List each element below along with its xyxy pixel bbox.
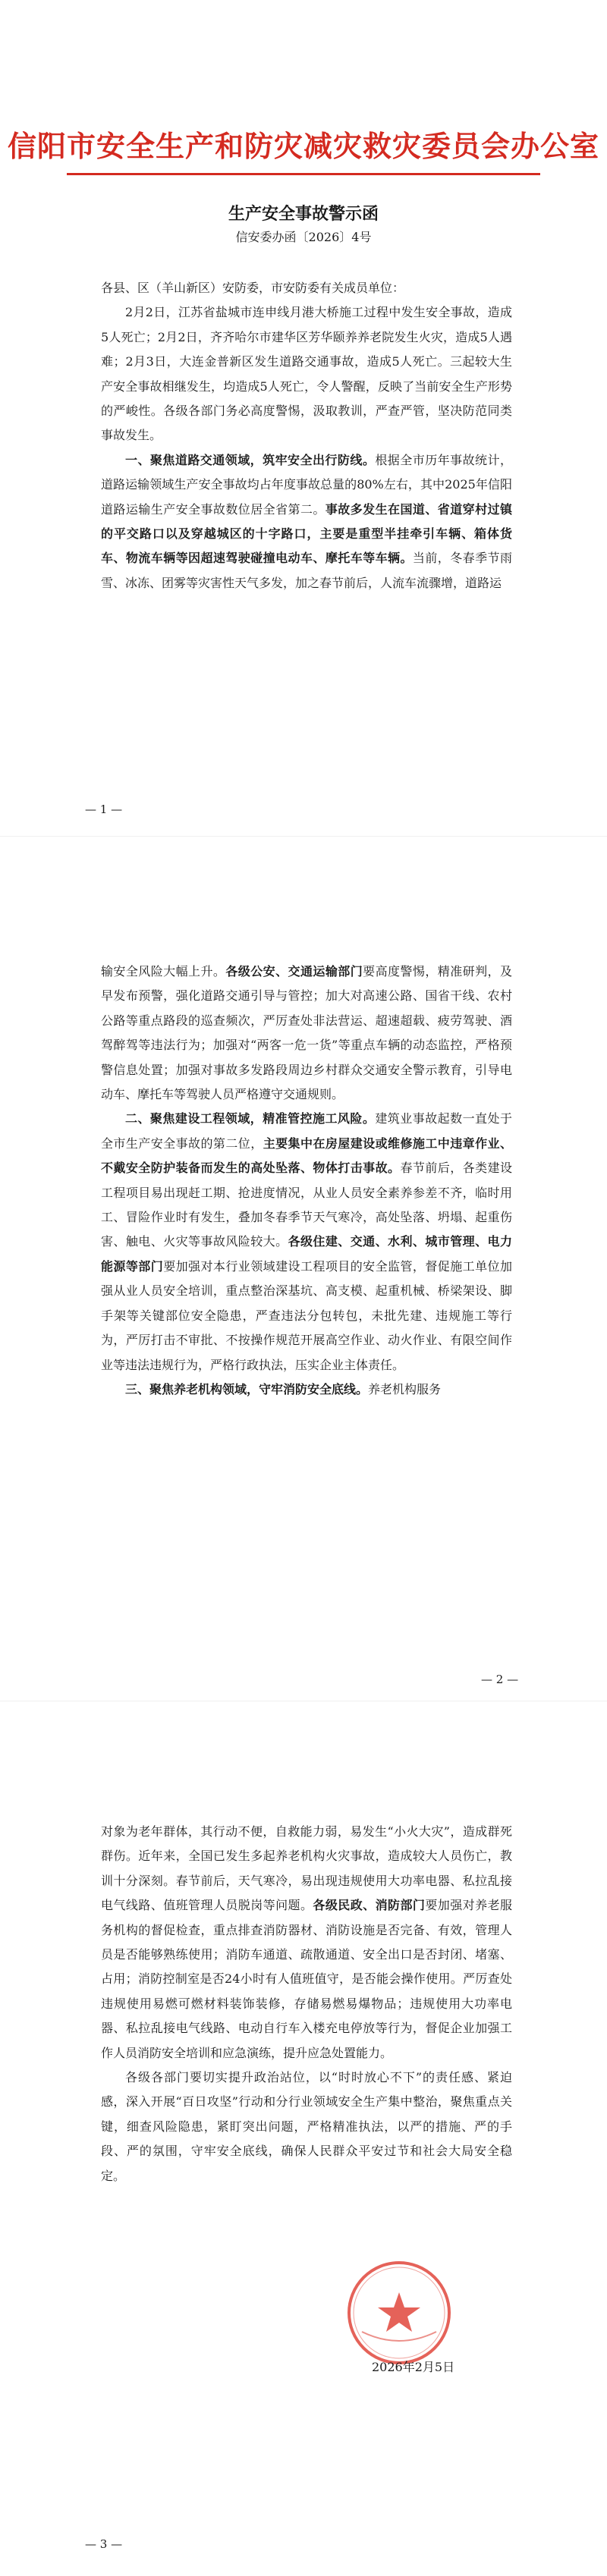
section-2-text-2: 春节前后，各类建设工程项目易出现赶工期、抢进度情况，从业人员安全素养参差不齐，临时用工、冒险作业时有发生，叠加冬春季节天气寒冷，高处坠落、坍塌、起重伤害、触电、火灾等事故风险较大。 <box>101 1161 512 1249</box>
page-3-body <box>101 1820 512 2188</box>
closing-paragraph: 各级各部门要切实提升政治站位，以“时时放心不下”的责任感、紧迫感，深入开展“百日攻坚”行动和分行业领域安全生产集中整治，聚焦重点关键，细查风险隐患，紧盯突出问题，严格精准执法，以严的措施、严的手段、严的氛围，守牢安全底线，确保人民群众平安过节和社会大局安全稳定。 <box>101 2070 512 2183</box>
page-number-1: — 1 — <box>85 803 123 816</box>
section-1-continuation <box>101 960 512 1107</box>
issuing-org-header: 信阳市安全生产和防灾减灾救灾委员会办公室 <box>7 129 599 163</box>
section-1-text-1: 根据全市历年事故统计，道路运输领域生产安全事故均占年度事故总量的80%左右，其中2025年信阳道路运输生产安全事故数位居全省第二。 <box>101 452 512 517</box>
document-number: 信安委办函〔2026〕4号 <box>235 230 372 244</box>
section-3-paragraph-start <box>101 1378 512 1402</box>
page-number-3: — 3 — <box>85 2537 123 2551</box>
section-1-text-4: 要高度警惕，精准研判，及早发布预警，强化道路交通引导与管控；加大对高速公路、国省干线、农村公路等重点路段的巡查频次，严厉查处非法营运、超速超载、疲劳驾驶、酒驾醉驾等违法行为；加强对“两客一危一货”等重点车辆的动态监控，严格预警信息处置；加强对事故多发路段周边乡村群众交通安全警示教育，引导电动车、摩托车等驾驶人员严格遵守交通规则。 <box>101 964 512 1102</box>
section-3-text-1: 养老机构服务 <box>368 1381 442 1396</box>
official-seal-stamp <box>345 2259 453 2367</box>
salutation: 各县、区（羊山新区）安防委，市安防委有关成员单位： <box>101 281 405 295</box>
section-2-text-3: 要加强对本行业领域建设工程项目的安全监管，督促施工单位加强从业人员安全培训，重点整治深基坑、高支模、起重机械、桥梁架设、脚手架等关键部位安全隐患，严查违法分包转包，未批先建、违规施工等行为，严厉打击不审批、不按操作规范开展高空作业、动火作业、有限空间作业等违法违规行为，严格行政执法，压实企业主体责任。 <box>101 1258 512 1372</box>
section-1-heading: 一、聚焦道路交通领域，筑牢安全出行防线。 <box>125 452 376 467</box>
section-1-bold-1: 事故多发生在国道、省道穿村过镇的平交路口以及穿越城区的十字路口，主要是重型半挂牵引车辆、箱体货车、物流车辆等因超速驾驶碰撞电动车、摩托车等车辆。 <box>101 501 512 566</box>
section-1-text-3: 输安全风险大幅上升。 <box>101 964 226 979</box>
page-2 <box>0 836 607 1701</box>
section-2-heading: 二、聚焦建设工程领域，精准管控施工风险。 <box>125 1111 376 1126</box>
section-3-continuation <box>101 1820 512 2066</box>
section-1-bold-2: 各级公安、交通运输部门 <box>225 964 363 979</box>
intro-paragraph: 2月2日，江苏省盐城市连申线月港大桥施工过程中发生安全事故，造成5人死亡；2月2日，齐齐哈尔市建华区芳华颐养养老院发生火灾，造成5人遇难；2月3日，大连金普新区发生道路交通事故，造成5人死亡。三起较大生产安全事故相继发生，均造成5人死亡，令人警醒，反映了当前安全生产形势的严峻性。各级各部门务必高度警惕，汲取教训，严查严管，坚决防范同类事故发生。 <box>101 305 512 443</box>
section-2-bold-1: 主要集中在房屋建设或维修施工中违章作业、不戴安全防护装备而发生的高处坠落、物体打击事故。 <box>101 1136 512 1176</box>
section-2-text-1: 建筑业事故起数一直处于全市生产安全事故的第二位， <box>101 1111 512 1151</box>
page-3 <box>0 1701 607 2576</box>
page-2-body <box>101 960 512 1402</box>
document-title: 生产安全事故警示函 <box>228 204 379 224</box>
page-number-2: — 2 — <box>481 1673 519 1686</box>
page-1 <box>0 0 607 836</box>
section-3-heading: 三、聚焦养老机构领域，守牢消防安全底线。 <box>125 1381 369 1396</box>
red-separator-line <box>67 173 540 175</box>
page-1-body <box>101 276 512 595</box>
section-1-paragraph <box>101 448 512 595</box>
section-3-bold-1: 各级民政、消防部门 <box>313 1898 426 1913</box>
section-2-paragraph <box>101 1107 512 1377</box>
section-2-bold-2: 各级住建、交通、水利、城市管理、电力能源等部门 <box>101 1234 512 1274</box>
section-3-text-3: 要加强对养老服务机构的督促检查，重点排查消防器材、消防设施是否完备、有效，管理人员是否能够熟练使用；消防车通道、疏散通道、安全出口是否封闭、堵塞、占用；消防控制室是否24小时有人值班值守，是否能会操作使用。严厉查处违规使用易燃可燃材料装饰装修，存储易燃易爆物品；违规使用大功率电器、私拉乱接电气线路、电动自行车入楼充电停放等行为，督促企业加强工作人员消防安全培训和应急演练，提升应急处置能力。 <box>101 1898 512 2060</box>
signing-date: 2026年2月5日 <box>372 2360 455 2374</box>
section-3-text-2: 对象为老年群体，其行动不便，自救能力弱，易发生“小火大灾”，造成群死群伤。近年来，全国已发生多起养老机构火灾事故，造成较大人员伤亡，教训十分深刻。春节前后，天气寒冷，易出现违规使用大功率电器、私拉乱接电气线路、值班管理人员脱岗等问题。 <box>101 1824 512 1913</box>
section-1-text-2: 当前，冬春季节雨雪、冰冻、团雾等灾害性天气多发，加之春节前后，人流车流骤增，道路运 <box>101 551 512 590</box>
